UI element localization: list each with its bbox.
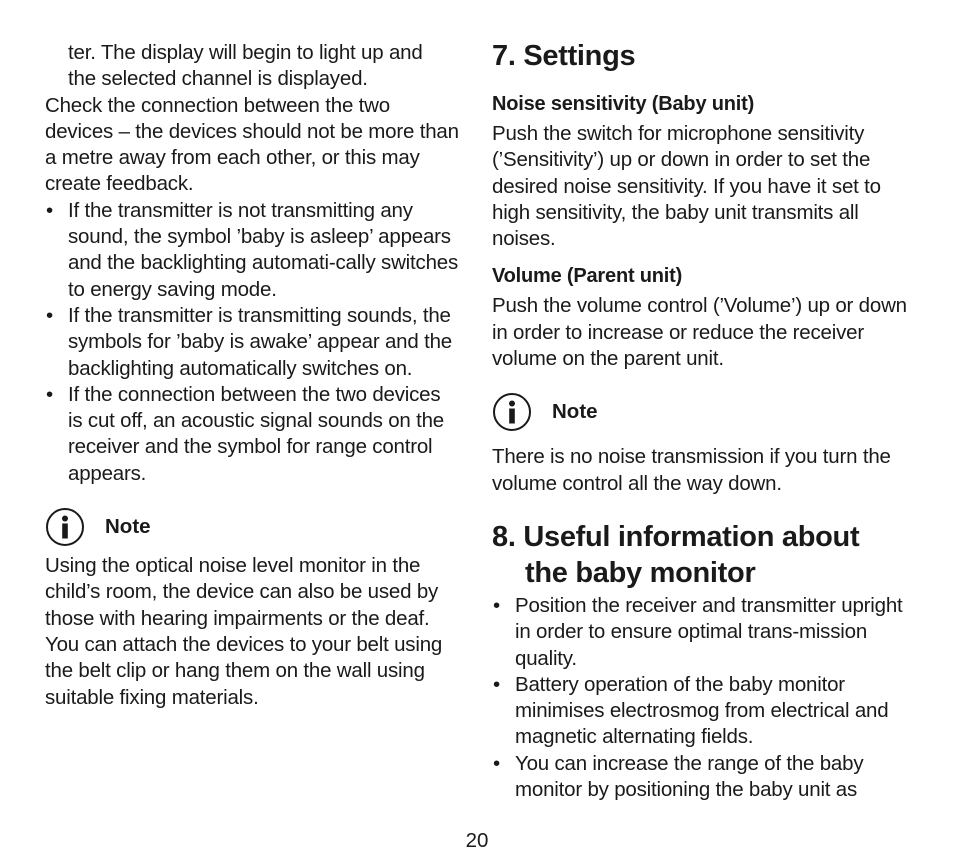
list-item xyxy=(45,198,460,303)
bullet-text: If the connection between the two devices is cut off, an acoustic signal sounds on the receiver and the symbol for range control appears. xyxy=(68,382,445,485)
bullet-dot: • xyxy=(493,593,500,617)
bullet-dot: • xyxy=(46,303,53,327)
list-item xyxy=(45,303,460,382)
bullet-text: Position the receiver and transmitter upright in order to ensure optimal trans-mission quality. xyxy=(515,593,903,670)
bullet-text: If the transmitter is not transmitting any sound, the symbol ’baby is asleep’ appears and the backlighting automati-cally switches to energy saving mode. xyxy=(68,198,459,301)
info-icon xyxy=(492,392,532,432)
page-number: 20 xyxy=(465,829,489,852)
list-item xyxy=(45,382,460,487)
note-label: Note xyxy=(105,515,151,539)
section-7-title: 7. Settings xyxy=(492,40,636,72)
bullet-dot: • xyxy=(46,198,53,222)
bullet-text: If the transmitter is transmitting sounds, the symbols for ’baby is awake’ appear and the backlighting automatically switches on. xyxy=(68,303,452,380)
bullet-text: Battery operation of the baby monitor minimises electrosmog from electrical and magnetic alternating fields. xyxy=(515,672,889,749)
note-header xyxy=(45,507,460,547)
list-item xyxy=(492,593,912,672)
status-bullet-list xyxy=(45,198,460,487)
section-8-title-line-2: the baby monitor xyxy=(525,556,756,589)
noise-sensitivity-heading: Noise sensitivity (Baby unit) xyxy=(492,93,755,115)
note-text: There is no noise transmission if you turn the volume control all the way down. xyxy=(492,445,891,495)
list-item xyxy=(492,751,912,804)
info-bullet-list xyxy=(492,593,912,803)
left-column xyxy=(45,38,460,711)
section-8-title-line-1: 8. Useful information about xyxy=(492,520,860,553)
bullet-dot: • xyxy=(46,382,53,406)
bullet-dot: • xyxy=(493,672,500,696)
right-column xyxy=(492,38,912,803)
bullet-dot: • xyxy=(493,751,500,775)
note-label: Note xyxy=(552,400,598,424)
bullet-text: You can increase the range of the baby monitor by positioning the baby unit as xyxy=(515,751,864,802)
intro-line-1: ter. The display will begin to light up and xyxy=(68,41,423,64)
info-icon xyxy=(45,507,85,547)
section-8-title xyxy=(492,519,912,591)
note-paragraph-1: Using the optical noise level monitor in the child’s room, the device can also be used by those with hearing impairments or the deaf. xyxy=(45,554,439,630)
intro-line-2: the selected channel is displayed. xyxy=(68,67,368,91)
note-header xyxy=(492,392,912,432)
noise-sensitivity-text: Push the switch for microphone sensitivity (’Sensitivity’) up or down in order to set the desired noise sensitivity. If you have it set to high sensitivity, the baby unit transmits all noises. xyxy=(492,122,881,251)
connection-paragraph: Check the connection between the two devices – the devices should not be more than a metre away from each other, or this may create feedback. xyxy=(45,93,459,196)
list-item xyxy=(492,672,912,751)
note-paragraph-2: You can attach the devices to your belt using the belt clip or hang them on the wall using suitable fixing materials. xyxy=(45,632,443,709)
volume-text: Push the volume control (’Volume’) up or down in order to increase or reduce the receiver volume on the parent unit. xyxy=(492,294,907,371)
volume-heading: Volume (Parent unit) xyxy=(492,265,683,288)
